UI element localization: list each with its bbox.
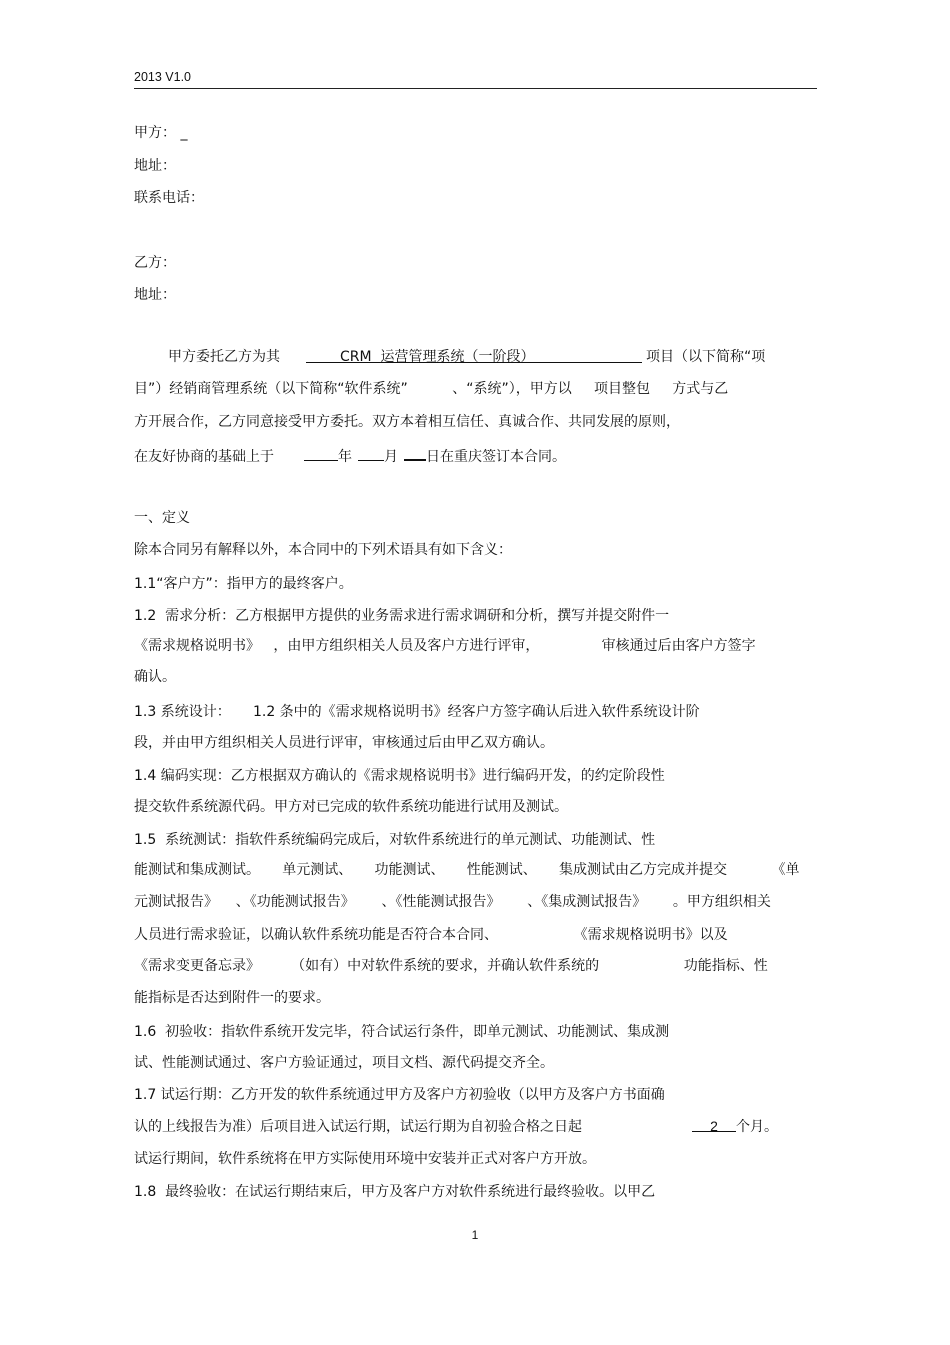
definition-line: 1.6 初验收：指软件系统开发完毕，符合试运行条件，即单元测试、功能测试、集成测 [134, 1024, 670, 1040]
definition-line: 1.5 系统测试：指软件系统编码完成后，对软件系统进行的单元测试、功能测试、性 [134, 832, 656, 848]
party-a-value: _ [180, 125, 188, 141]
definition-line: 《需求规格说明书》 ，由甲方组织相关人员及客户方进行评审， 审核通过后由客户方签字 [134, 638, 756, 654]
page-header: 2013 V1.0 [134, 70, 191, 84]
definition-line: 能指标是否达到附件一的要求。 [134, 990, 330, 1006]
section-1-intro: 除本合同另有解释以外，本合同中的下列术语具有如下含义： [134, 542, 512, 558]
definition-line: 1.8 最终验收：在试运行期结束后，甲方及客户方对软件系统进行最终验收。以甲乙 [134, 1184, 656, 1200]
preamble-line-4: 在友好协商的基础上于 年 月 日在重庆签订本合同。 [134, 445, 566, 466]
party-b-address: 地址： [134, 287, 176, 303]
preamble-line-1: 甲方委托乙方为其 CRM 运营管理系统（一阶段） 项目（以下简称“项 [168, 349, 766, 365]
month-blank [358, 446, 384, 461]
preamble-line-2: 目”）经销商管理系统（以下简称“软件系统” 、“系统”），甲方以 项目整包 方式与乙 [134, 381, 729, 397]
definition-line: 提交软件系统源代码。甲方对已完成的软件系统功能进行试用及测试。 [134, 799, 568, 815]
definition-line: 试、性能测试通过、客户方验证通过，项目文档、源代码提交齐全。 [134, 1055, 554, 1071]
definition-line: 试运行期间，软件系统将在甲方实际使用环境中安装并正式对客户方开放。 [134, 1151, 596, 1167]
definition-line: 段，并由甲方组织相关人员进行评审，审核通过后由甲乙双方确认。 [134, 735, 554, 751]
definition-line: 人员进行需求验证，以确认软件系统功能是否符合本合同、 《需求规格说明书》以及 [134, 927, 728, 943]
party-a-address: 地址： [134, 158, 176, 174]
definition-line: 1.3 系统设计： 1.2 条中的《需求规格说明书》经客户方签字确认后进入软件系统设计阶 [134, 704, 700, 720]
page-number: 1 [471, 1228, 479, 1242]
year-blank [304, 446, 338, 461]
definition-line: 《需求变更备忘录》 （如有）中对软件系统的要求，并确认软件系统的 功能指标、性 [134, 958, 768, 974]
preamble-line-3: 方开展合作，乙方同意接受甲方委托。双方本着相互信任、真诚合作、共同发展的原则， [134, 414, 680, 430]
definition-line: 1.7 试运行期：乙方开发的软件系统通过甲方及客户方初验收（以甲方及客户方书面确 [134, 1087, 665, 1103]
day-blank [404, 445, 426, 461]
definition-line: 1.4 编码实现：乙方根据双方确认的《需求规格说明书》进行编码开发，的约定阶段性 [134, 768, 665, 784]
party-b-label: 乙方： [134, 255, 176, 271]
definition-line: 1.2 需求分析：乙方根据甲方提供的业务需求进行需求调研和分析，撰写并提交附件一 [134, 608, 670, 624]
party-a-line [134, 124, 187, 142]
definition-line: 元测试报告》 、《功能测试报告》 、《性能测试报告》 、《集成测试报告》 。甲方组织相关 [134, 894, 771, 910]
definition-line-trial-period: 认的上线报告为准）后项目进入试运行期，试运行期为自初验合格之日起 2 个月。 [134, 1118, 778, 1135]
definition-line: 1.1“客户方”：指甲方的最终客户。 [134, 576, 353, 592]
section-1-title: 一、定义 [134, 510, 190, 526]
party-a-phone: 联系电话： [134, 190, 204, 206]
trial-months-field: 2 [692, 1117, 736, 1132]
project-name-field: CRM 运营管理系统（一阶段） [306, 348, 642, 363]
party-a-label: 甲方： [134, 125, 176, 141]
header-rule [134, 88, 817, 89]
definition-line: 能测试和集成测试。 单元测试、 功能测试、 性能测试、 集成测试由乙方完成并提交 《单 [134, 862, 800, 878]
definition-line: 确认。 [134, 669, 176, 685]
